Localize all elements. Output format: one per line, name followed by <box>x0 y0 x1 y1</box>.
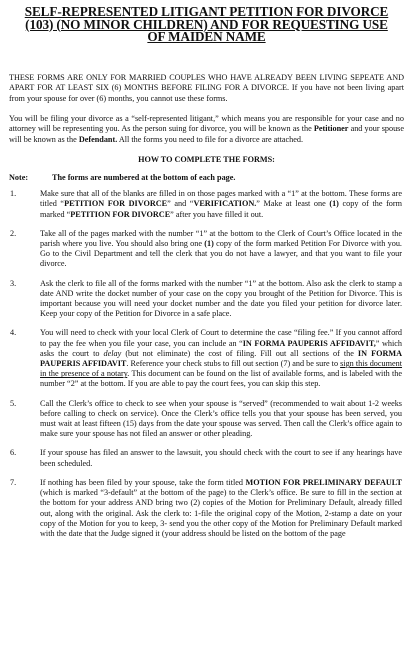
note-text: The forms are numbered at the bottom of each page. <box>52 173 236 183</box>
item-text <box>40 189 404 220</box>
item-text: Ask the clerk to file all of the forms marked with the number “1” at the bottom. Also ask the clerk to stamp a date AND write the docket number of your case on the copy you brought of the Petition for Divorce. This is important because you will need your docket number and the date you filed your petition for divorce later. Keep your copy of the Petition for Divorce in a safe place. <box>40 278 402 319</box>
list-item-7 <box>9 478 404 539</box>
list-item-4 <box>9 328 404 389</box>
item-1-text-a: Make sure that all of the blanks are filled in on those pages marked with a “1” at the bottom. These forms are titled “ <box>40 189 402 209</box>
list-item-5 <box>9 399 404 440</box>
para2-text-a: You will be filing your divorce as a “self-represented litigant,” which means you are responsible for your case and no attorney will be representing you. As the person suing for divorce, you will be known as the <box>9 114 404 134</box>
item-1-bold-3: (1) <box>329 199 339 209</box>
item-2-text-a: Take all of the pages marked with the number “1” at the bottom to the Clerk of Court’s Office located in the parish where you live. You should also bring one <box>40 228 402 249</box>
item-number: 1. <box>10 189 17 199</box>
para2-text-c: All the forms you need to file for a divorce are attached. <box>117 134 303 144</box>
item-1-bold-1: PETITION FOR DIVORCE <box>64 199 168 209</box>
item-4-text-a: You will need to check with your local Clerk of Court to determine the case “filing fee.” If you cannot afford to pay the fee when you file your case, you can include an “ <box>40 328 402 348</box>
list-item-3 <box>9 279 404 320</box>
item-number: 2. <box>10 228 17 238</box>
item-4-bold-1: IN FORMA PAUPERIS AFFIDAVIT, <box>242 338 376 348</box>
item-7-text-c: (which is marked “3-default” at the bottom of the page) to the Clerk’s office. Be sure to fill in the section at the bottom for your address AND bring two (2) copies of the Motion for Preliminary Default, already filled out, along with the original. Ask the clerk to: 1-file the original copy of the Motion, 2-stamp a date on your copy of the Motion for you to keep, 3- send you the other copy of the Motion for Preliminary Default marked with the date that the Judge signed it (your address should be listed on the bottom of the page <box>40 488 402 538</box>
petitioner-term: Petitioner <box>313 124 349 134</box>
item-text: Call the Clerk’s office to check to see when your spouse is “served” (recommended to wait about 1-2 weeks before calling to check on service). Once the Clerk’s office tells you that your spouse has been served, you must wait at least fifteen (15) days from the date your spouse was served. Then call the Clerk’s office again to make sure your spouse has not filed an answer or other pleading. <box>40 398 402 439</box>
document-title <box>9 6 404 44</box>
item-4-underline-1: sign this document in the presence of a notary <box>40 359 403 379</box>
item-1-bold-2: VERIFICATION. <box>193 199 257 209</box>
intro-rest-text: If you have not been living apart from your spouse for over (6) months, you cannot use these forms. <box>9 83 404 103</box>
item-text <box>40 328 404 389</box>
intro-caps-text: THESE FORMS ARE ONLY FOR MARRIED COUPLES WHO HAVE ALREADY BEEN LIVING SEPEATE AND APART FOR AT LEAST SIX (6) MONTHS BEFORE FILING FOR A DIVORCE. <box>9 72 404 93</box>
item-2-bold-1: (1) <box>204 239 214 249</box>
defendant-term: Defendant. <box>78 134 118 144</box>
item-2-text-c: copy of the form marked Petition For Divorce with you. Go to the Civil Department and tell the clerk that you do not have a lawyer, and that you want to file your divorce. <box>40 239 402 269</box>
self-represented-paragraph <box>9 114 404 145</box>
note-label: Note: <box>9 173 29 183</box>
item-1-text-f: ” after you have filled it out. <box>170 209 264 219</box>
item-1-text-e: copy of the form marked “ <box>40 199 402 219</box>
list-item-1 <box>9 189 404 220</box>
title-line-3: OF MAIDEN NAME <box>147 29 266 45</box>
section-heading: HOW TO COMPLETE THE FORMS: <box>138 155 275 165</box>
item-1-text-c: ” and “ <box>167 199 194 209</box>
item-4-bold-2: IN FORMA PAUPERIS AFFIDAVIT <box>40 348 403 369</box>
list-item-2 <box>9 229 404 270</box>
item-text: If your spouse has filed an answer to the lawsuit, you should check with the court to see if any hearings have been scheduled. <box>40 448 402 468</box>
item-number: 3. <box>10 278 17 288</box>
title-line-1: SELF-REPRESENTED LITIGANT PETITION FOR DIVORCE <box>24 4 389 19</box>
intro-paragraph <box>9 73 404 104</box>
item-number: 5. <box>10 398 17 408</box>
para2-text-b: and your spouse will be known as the <box>9 124 404 144</box>
title-line-2: (103) (NO MINOR CHILDREN) AND FOR REQUESTING USE <box>25 16 388 32</box>
item-4-italic-1: delay <box>103 348 122 358</box>
item-4-text-f: . This document can be found on the list of available forms, and is labeled with the number “2” at the bottom. If you are able to pay the court fees, you can skip this step. <box>40 369 402 389</box>
item-7-bold-1: MOTION FOR PRELIMINARY DEFAULT <box>245 477 402 487</box>
item-1-bold-4: PETITION FOR DIVORCE <box>70 209 171 219</box>
item-4-text-d: (but not eliminate) the cost of filing. Fill out all sections of the <box>121 348 358 358</box>
item-text <box>40 229 404 270</box>
item-4-text-e: . Reference your check stubs to fill out section (7) and be sure to <box>126 359 341 369</box>
item-text <box>40 478 404 539</box>
note-line <box>9 173 404 182</box>
item-7-text-a: If nothing has been filed by your spouse, take the form titled <box>40 477 246 487</box>
list-item-6 <box>9 448 404 468</box>
item-number: 7. <box>10 477 17 487</box>
item-number: 6. <box>10 448 17 458</box>
item-number: 4. <box>10 328 17 338</box>
item-4-text-c: ” which asks the court to <box>40 338 402 358</box>
item-1-text-d: ” Make at least one <box>256 199 330 209</box>
